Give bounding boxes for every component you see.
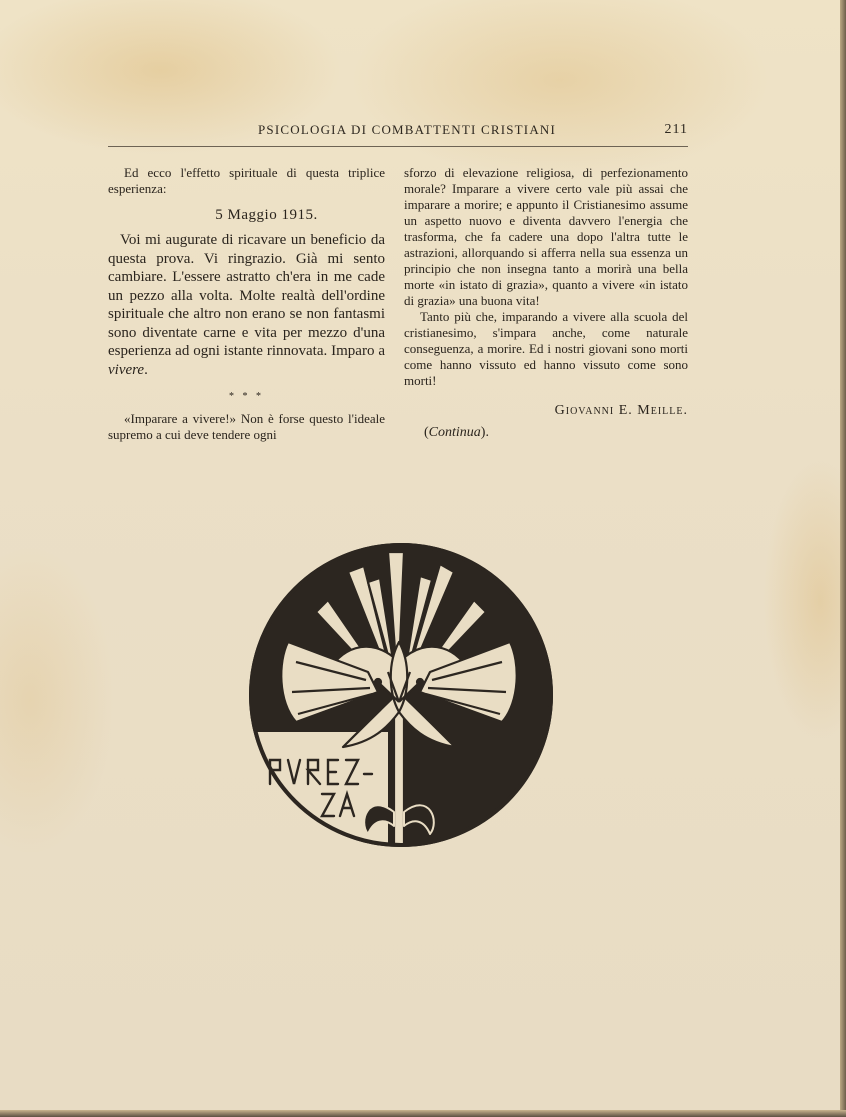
letter-paragraph: Voi mi augurate di ricavare un beneficio da questa prova. Vi ringrazio. Già mi sento cambiare. L'essere astratto ch'era in me cade un pezzo alla volta. Molte realtà dell'ordine spirituale che altro non erano se non fantasmi sono diventate carne e vita per mezzo d'una esperienza ad ogni istante rinnovata. Imparo a vivere. bbox=[108, 232, 385, 378]
final-paragraph: Tanto più che, imparando a vivere alla scuola del cristianesimo, s'impara anche, come naturale conseguenza, a morire. Ed i nostri giovani sono morti come hanno vissuto ed hanno vissuto come sono morti! bbox=[404, 309, 688, 388]
header-rule bbox=[108, 146, 688, 147]
letter-text: Voi mi augurate di ricavare un beneficio da questa prova. Vi ringrazio. Già mi sento cambiare. L'essere astratto ch'era in me cade un pezzo alla volta. Molte realtà dell'ordine spirituale che altro non erano se non fantasmi sono diventate carne e vita per mezzo d'una esperienza ad ogni istante rinnovata. Imparo a bbox=[108, 232, 385, 359]
intro-paragraph: Ed ecco l'effetto spirituale di questa triplice esperienza: bbox=[108, 165, 385, 196]
author-signature: Giovanni E. Meille. bbox=[554, 403, 688, 418]
page-edge-bottom bbox=[0, 1110, 846, 1117]
closing-paragraph-start: «Imparare a vivere!» Non è forse questo l'ideale supremo a cui deve tendere ogni bbox=[108, 411, 385, 442]
page-number: 211 bbox=[664, 122, 688, 137]
left-column bbox=[108, 165, 385, 443]
lily-vignette bbox=[248, 542, 554, 848]
continued-paragraph: sforzo di elevazione religiosa, di perfezionamento morale? Imparare a vivere certo vale più assai che imparare a morire; e appunto il Cristianesimo assume un aspetto nuovo e diventa davvero l'energia che trasforma, che fa cadere una dopo l'altra tutte le astrazioni, allorquando si afferra nella sua essenza un principio che non insegna tanto a morirà una bella morte «in istato di grazia», quanto a vivere «in istato di grazia» una buona vita! bbox=[404, 165, 688, 308]
continua-text: Continua bbox=[428, 425, 481, 440]
right-column bbox=[404, 165, 688, 441]
running-title: PSICOLOGIA DI COMBATTENTI CRISTIANI bbox=[258, 122, 557, 137]
section-separator: * * * bbox=[229, 391, 264, 402]
continua-note: (Continua). bbox=[424, 425, 489, 440]
page-edge-right bbox=[840, 0, 846, 1117]
letter-italic-word: vivere bbox=[108, 361, 145, 378]
letter-date: 5 Maggio 1915. bbox=[215, 207, 318, 223]
running-header bbox=[108, 122, 688, 142]
